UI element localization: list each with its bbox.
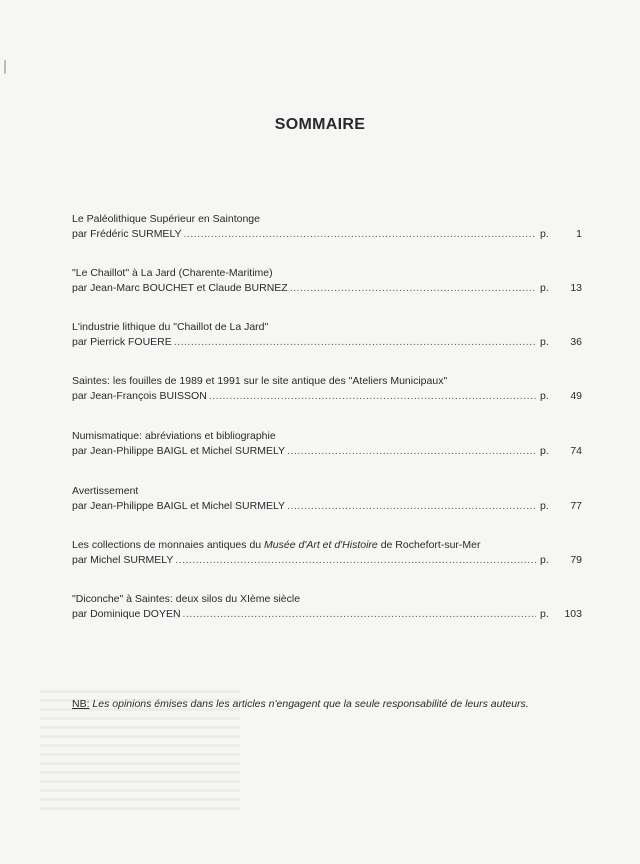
toc-entry: [72, 429, 582, 459]
entry-title: [72, 538, 582, 553]
page-prefix: p.: [540, 554, 549, 566]
entry-title: "Le Chaillot" à La Jard (Charente-Maritime): [72, 267, 273, 279]
entry-title-post: de Rochefort-sur-Mer: [377, 539, 481, 551]
toc-entry: [72, 266, 582, 296]
toc-entry: [72, 484, 582, 514]
page-prefix: p.: [540, 228, 549, 240]
dot-leader: [184, 227, 536, 242]
entry-title-emphasis: Musée d'Art et d'Histoire: [264, 539, 378, 551]
page-number: 103: [564, 608, 582, 620]
page-prefix: p.: [540, 282, 549, 294]
page-number: 74: [570, 445, 582, 457]
dot-leader: [287, 444, 536, 459]
dot-leader: [209, 389, 536, 404]
entry-title: Le Paléolithique Supérieur en Saintonge: [72, 213, 260, 225]
note-text: Les opinions émises dans les articles n'engagent que la seule responsabilité de leurs auteurs.: [89, 698, 529, 710]
toc-entry: [72, 592, 582, 622]
entry-author: par Jean-Marc BOUCHET et Claude BURNEZ: [72, 282, 288, 294]
page-prefix: p.: [540, 445, 549, 457]
page-number: 49: [570, 390, 582, 402]
scan-mark: [4, 60, 6, 74]
entry-author: par Jean-François BUISSON: [72, 390, 207, 402]
page-number: 77: [570, 500, 582, 512]
page-number: 79: [570, 554, 582, 566]
dot-leader: [174, 335, 536, 350]
page-title: SOMMAIRE: [274, 116, 366, 133]
entry-author: par Pierrick FOUERE: [72, 336, 172, 348]
entry-author: par Jean-Philippe BAIGL et Michel SURMELY: [72, 445, 286, 457]
note-label: NB:: [72, 698, 90, 710]
page-prefix: p.: [540, 500, 549, 512]
dot-leader: [175, 553, 536, 568]
entry-title: "Diconche" à Saintes: deux silos du XIème siècle: [72, 593, 301, 605]
entry-title: Avertissement: [72, 485, 139, 497]
entry-title: L'industrie lithique du "Chaillot de La Jard": [72, 321, 269, 333]
entry-author: par Dominique DOYEN: [72, 608, 181, 620]
page-prefix: p.: [540, 336, 549, 348]
dot-leader: [183, 607, 536, 622]
footnote: [72, 698, 529, 710]
toc-entry: [72, 374, 582, 404]
entry-author: par Frédéric SURMELY: [72, 228, 182, 240]
page-number: 1: [576, 228, 582, 240]
page-prefix: p.: [540, 390, 549, 402]
page-prefix: p.: [540, 608, 549, 620]
toc-entry: [72, 538, 582, 568]
entry-title: Numismatique: abréviations et bibliographie: [72, 430, 276, 442]
dot-leader: [290, 281, 536, 296]
entry-author: par Michel SURMELY: [72, 554, 174, 566]
toc-entry: [72, 320, 582, 350]
toc-entry: [72, 212, 582, 242]
dot-leader: [287, 499, 536, 514]
entry-title-pre: Les collections de monnaies antiques du: [72, 539, 265, 551]
page-number: 36: [570, 336, 582, 348]
entry-author: par Jean-Philippe BAIGL et Michel SURMELY: [72, 500, 286, 512]
page-number: 13: [570, 282, 582, 294]
entry-title: Saintes: les fouilles de 1989 et 1991 sur le site antique des "Ateliers Municipaux": [72, 375, 448, 387]
